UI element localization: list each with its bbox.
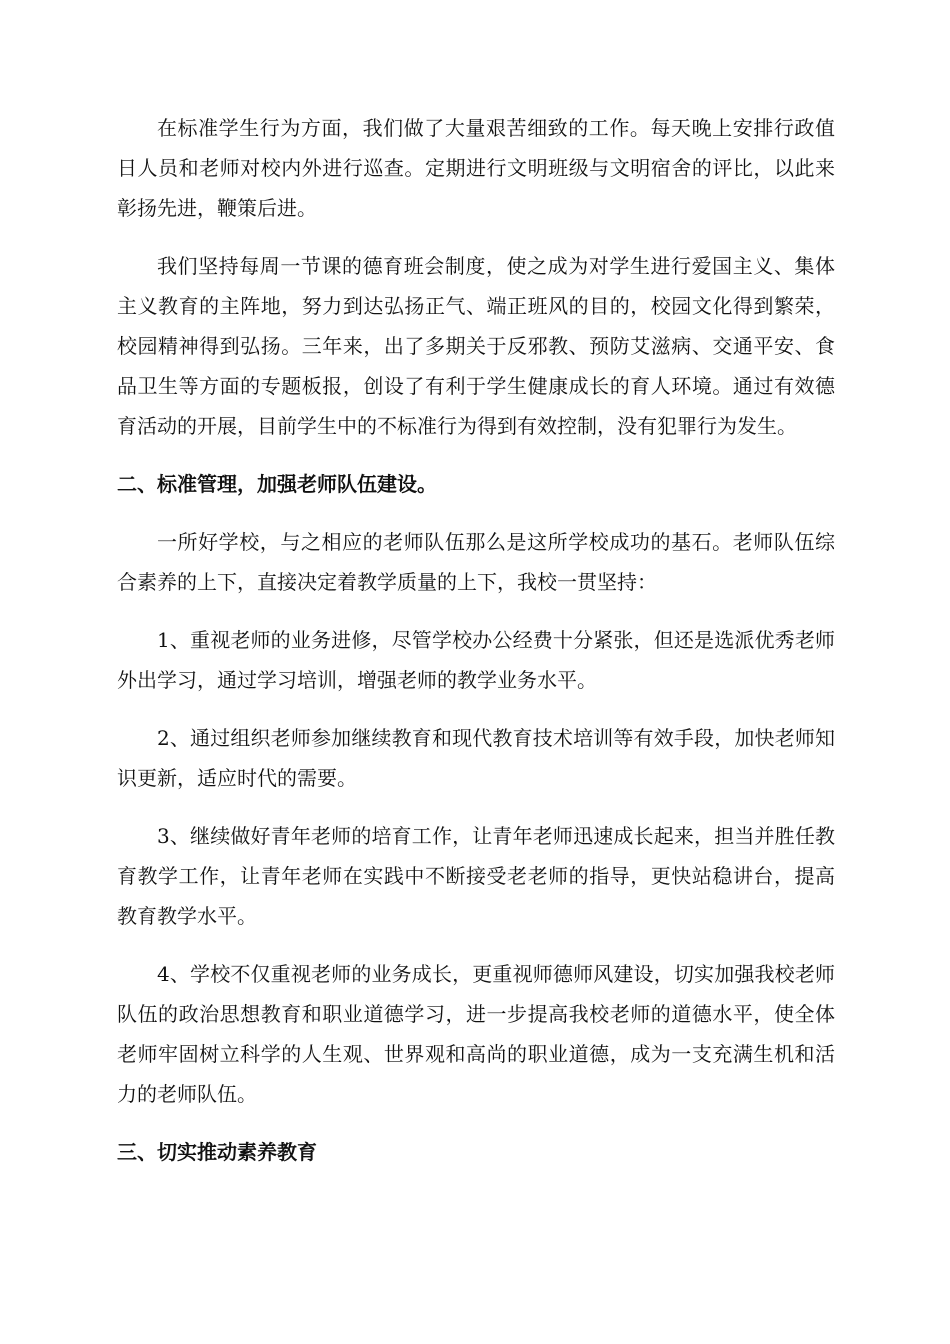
list-item-3: 3、继续做好青年老师的培育工作，让青年老师迅速成长起来，担当并胜任教育教学工作，让青年老师在实践中不断接受老老师的指导，更快站稳讲台，提高教育教学水平。 [117, 824, 835, 928]
list-item-4: 4、学校不仅重视老师的业务成长，更重视师德师风建设，切实加强我校老师队伍的政治思想教育和职业道德学习，进一步提高我校老师的道德水平，使全体老师牢固树立科学的人生观、世界观和高尚的职业道德，成为一支充满生机和活力的老师队伍。 [117, 962, 835, 1106]
paragraph-moral-education: 我们坚持每周一节课的德育班会制度，使之成为对学生进行爱国主义、集体主义教育的主阵地，努力到达弘扬正气、端正班风的目的，校园文化得到繁荣，校园精神得到弘扬。三年来，出了多期关于反邪教、预防艾滋病、交通平安、食品卫生等方面的专题板报，创设了有利于学生健康成长的育人环境。通过有效德育活动的开展，目前学生中的不标准行为得到有效控制，没有犯罪行为发生。 [117, 254, 835, 438]
list-item-1: 1、重视老师的业务进修，尽管学校办公经费十分紧张，但还是选派优秀老师外出学习，通过学习培训，增强老师的教学业务水平。 [117, 628, 835, 692]
document-body [117, 108, 835, 1190]
paragraph-student-behavior: 在标准学生行为方面，我们做了大量艰苦细致的工作。每天晚上安排行政值日人员和老师对校内外进行巡查。定期进行文明班级与文明宿舍的评比，以此来彰扬先进，鞭策后进。 [117, 116, 835, 220]
paragraph-teacher-intro: 一所好学校，与之相应的老师队伍那么是这所学校成功的基石。老师队伍综合素养的上下，直接决定着教学质量的上下，我校一贯坚持： [117, 530, 835, 594]
section-heading-quality-education: 三、切实推动素养教育 [117, 1140, 317, 1164]
section-heading-teacher-team: 二、标准管理，加强老师队伍建设。 [117, 472, 437, 496]
list-item-2: 2、通过组织老师参加继续教育和现代教育技术培训等有效手段，加快老师知识更新，适应时代的需要。 [117, 726, 835, 790]
